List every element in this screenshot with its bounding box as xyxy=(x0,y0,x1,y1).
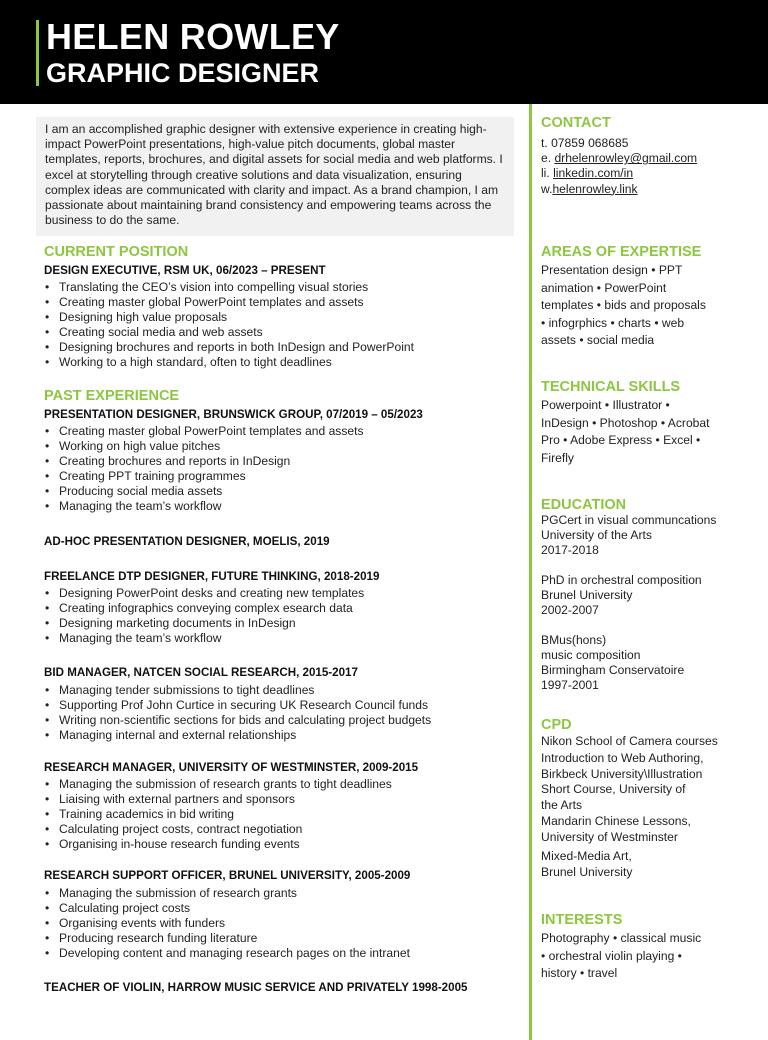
cpd-entry xyxy=(541,814,741,845)
education-entry-pgcert xyxy=(541,513,741,558)
expertise-line: animation • PowerPoint xyxy=(541,280,667,295)
current-position-heading: CURRENT POSITION xyxy=(44,244,189,260)
column-divider xyxy=(529,104,532,1040)
cpd-line: Birkbeck University\Illustration xyxy=(541,766,703,781)
website-line xyxy=(541,182,741,197)
education-heading: EDUCATION xyxy=(541,497,627,513)
candidate-title: GRAPHIC DESIGNER xyxy=(46,58,320,88)
cpd-entry xyxy=(541,734,741,750)
list-item: • Producing research funding literature xyxy=(44,931,410,946)
candidate-name: HELEN ROWLEY xyxy=(46,16,340,57)
skills-line: InDesign • Photoshop • Acrobat xyxy=(541,415,710,430)
email-link[interactable]: drhelenrowley@gmail.com xyxy=(554,151,698,166)
cpd-line: University of Westminster xyxy=(541,829,678,844)
cpd-line: the Arts xyxy=(541,797,583,812)
list-item: • Liaising with external partners and sponsors xyxy=(44,792,392,807)
education-line: University of the Arts xyxy=(541,528,652,542)
past-experience-heading: PAST EXPERIENCE xyxy=(44,388,180,404)
cpd-line: Introduction to Web Authoring, xyxy=(541,751,704,765)
education-line: 2017-2018 xyxy=(541,543,599,557)
email-line xyxy=(541,151,741,166)
expertise-heading: AREAS OF EXPERTISE xyxy=(541,244,702,260)
interests-line: • orchestral violin playing • xyxy=(541,948,682,963)
job-title-future-thinking: FREELANCE DTP DESIGNER, FUTURE THINKING, 2018-2019 xyxy=(44,570,380,583)
expertise-list xyxy=(541,262,741,350)
list-item: • Designing PowerPoint desks and creating new templates xyxy=(44,586,364,601)
list-item: • Managing the team’s workflow xyxy=(44,499,364,514)
linkedin-line xyxy=(541,166,741,181)
expertise-line: • infogrphics • charts • web xyxy=(541,315,685,330)
job-title-harrow: TEACHER OF VIOLIN, HARROW MUSIC SERVICE AND PRIVATELY 1998-2005 xyxy=(44,981,468,994)
list-item: • Creating social media and web assets xyxy=(44,325,414,340)
expertise-line: assets • social media xyxy=(541,333,655,347)
summary-text: I am an accomplished graphic designer with extensive experience in creating high-impact PowerPoint presentations, high-value pitch documents, global master templates, reports, brochures, and digital assets for social media and web platforms. I excel at storytelling through creative solutions and data visualization, ensuring complex ideas are communicated with clarity and impact. As a brand champion, I am passionate about maintaining brand consistency and empowering teams across the business to do the same. xyxy=(45,122,503,228)
education-line: Birmingham Conservatoire xyxy=(541,663,685,677)
westminster-bullets xyxy=(44,777,392,852)
natcen-bullets xyxy=(44,683,431,743)
job-title-natcen: BID MANAGER, NATCEN SOCIAL RESEARCH, 2015-2017 xyxy=(44,666,358,679)
job-title-current: DESIGN EXECUTIVE, RSM UK, 06/2023 – PRESENT xyxy=(44,264,326,277)
job-title-moelis: AD-HOC PRESENTATION DESIGNER, MOELIS, 2019 xyxy=(44,535,330,548)
education-line: 2002-2007 xyxy=(541,603,599,617)
website-link[interactable]: helenrowley.link xyxy=(552,181,638,196)
linkedin-prefix: li. xyxy=(541,166,554,181)
interests-list xyxy=(541,930,741,983)
brunel-bullets xyxy=(44,886,410,961)
job-title-westminster: RESEARCH MANAGER, UNIVERSITY OF WESTMINSTER, 2009-2015 xyxy=(44,761,419,774)
list-item: • Calculating project costs xyxy=(44,901,410,916)
phone-number: t. 07859 068685 xyxy=(541,136,629,150)
list-item: • Calculating project costs, contract negotiation xyxy=(44,822,392,837)
list-item: • Designing brochures and reports in both InDesign and PowerPoint xyxy=(44,340,414,355)
website-prefix: w. xyxy=(541,181,553,196)
education-line: BMus(hons) xyxy=(541,633,607,647)
list-item: • Managing tender submissions to tight deadlines xyxy=(44,683,431,698)
list-item: • Managing the submission of research grants xyxy=(44,886,410,901)
interests-heading: INTERESTS xyxy=(541,912,623,928)
list-item: • Translating the CEO’s vision into compelling visual stories xyxy=(44,280,414,295)
list-item: • Working on high value pitches xyxy=(44,439,364,454)
interests-line: Photography • classical music xyxy=(541,931,702,945)
education-line: music composition xyxy=(541,648,641,662)
email-prefix: e. xyxy=(541,151,555,166)
skills-list xyxy=(541,397,741,467)
list-item: • Training academics in bid writing xyxy=(44,807,392,822)
cpd-line: Brunel University xyxy=(541,864,633,879)
cpd-heading: CPD xyxy=(541,717,572,733)
list-item: • Working to a high standard, often to tight deadlines xyxy=(44,355,414,370)
education-entry-bmus xyxy=(541,633,741,693)
job-title-brunel: RESEARCH SUPPORT OFFICER, BRUNEL UNIVERSITY, 2005-2009 xyxy=(44,869,411,882)
skills-line: Powerpoint • Illustrator • xyxy=(541,398,670,412)
education-line: Brunel University xyxy=(541,588,633,602)
skills-heading: TECHNICAL SKILLS xyxy=(541,379,681,395)
cpd-line: Nikon School of Camera courses xyxy=(541,734,718,748)
linkedin-link[interactable]: linkedin.com/in xyxy=(553,166,634,181)
list-item: • Managing the submission of research grants to tight deadlines xyxy=(44,777,392,792)
list-item: • Managing the team’s workflow xyxy=(44,631,364,646)
education-line: PhD in orchestral composition xyxy=(541,573,702,587)
cpd-line: Mixed-Media Art, xyxy=(541,849,632,863)
list-item: • Organising events with funders xyxy=(44,916,410,931)
cpd-entry xyxy=(541,849,741,880)
list-item: • Creating master global PowerPoint templates and assets xyxy=(44,424,364,439)
list-item: • Organising in-house research funding events xyxy=(44,837,392,852)
expertise-line: templates • bids and proposals xyxy=(541,298,706,312)
list-item: • Supporting Prof John Curtice in securing UK Research Council funds xyxy=(44,698,431,713)
future-thinking-bullets xyxy=(44,586,364,646)
resume-header xyxy=(0,0,768,104)
list-item: • Creating brochures and reports in InDesign xyxy=(44,454,364,469)
list-item: • Designing marketing documents in InDesign xyxy=(44,616,364,631)
cpd-line: Short Course, University of xyxy=(541,782,686,796)
cpd-line: Mandarin Chinese Lessons, xyxy=(541,814,691,828)
education-entry-phd xyxy=(541,573,741,618)
skills-line: Pro • Adobe Express • Excel • xyxy=(541,433,701,447)
skills-line: Firefly xyxy=(541,450,574,465)
list-item: • Developing content and managing research pages on the intranet xyxy=(44,946,410,961)
education-line: PGCert in visual communcations xyxy=(541,513,717,527)
list-item: • Writing non-scientific sections for bids and calculating project budgets xyxy=(44,713,431,728)
contact-heading: CONTACT xyxy=(541,115,611,131)
expertise-line: Presentation design • PPT xyxy=(541,263,683,277)
education-line: 1997-2001 xyxy=(541,678,599,692)
current-bullets xyxy=(44,280,414,370)
list-item: • Designing high value proposals xyxy=(44,310,414,325)
brunswick-bullets xyxy=(44,424,364,514)
summary-box xyxy=(36,117,514,236)
accent-bar xyxy=(36,20,39,86)
contact-block xyxy=(541,136,741,197)
list-item: • Creating master global PowerPoint templates and assets xyxy=(44,295,414,310)
job-title-brunswick: PRESENTATION DESIGNER, BRUNSWICK GROUP, 07/2019 – 05/2023 xyxy=(44,408,423,421)
interests-line: history • travel xyxy=(541,966,618,980)
cpd-entry xyxy=(541,751,741,813)
list-item: • Producing social media assets xyxy=(44,484,364,499)
list-item: • Creating infographics conveying complex esearch data xyxy=(44,601,364,616)
list-item: • Creating PPT training programmes xyxy=(44,469,364,484)
list-item: • Managing internal and external relationships xyxy=(44,728,431,743)
